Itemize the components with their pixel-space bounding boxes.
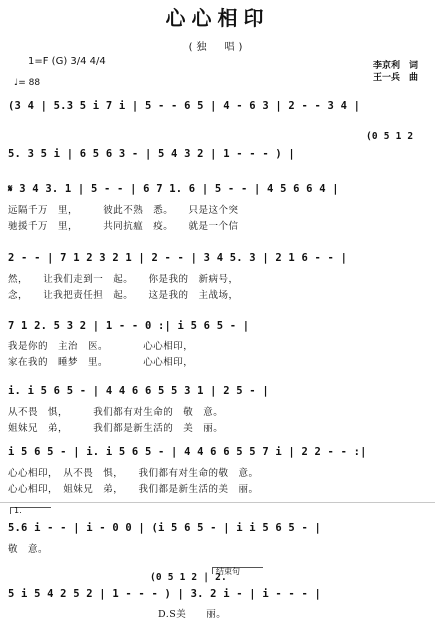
lyric-line: 驰援千万 里， 共同抗瘟 疫。 就是一个信 [8,221,239,232]
lyric-line: 我是你的 主治 医。 心心相印， [8,341,194,352]
lyric-line: 心心相印， 从不畏 惧， 我们都有对生命的敬 意。 [8,468,259,479]
lyric-line: 敬 意。 [8,544,49,555]
first-ending-label: 1. [14,506,22,515]
notation-row: (0 5 1 2 [366,131,414,142]
lyric-line: 远隔千万 里， 彼此不熟 悉。 只是这个突 [8,205,239,216]
lyric-line: 姐妹兄 弟， 我们都是新生活的 美 丽。 [8,423,224,434]
section-divider [0,502,435,503]
song-title: 心心相印 [165,6,270,30]
lyric-line: D.S美 丽。 [8,609,227,620]
lyric-line: 然， 让我们走到一 起。 你是我的 新病号， [8,274,239,285]
notation-row: i 5 6 5 - | i. i 5 6 5 - | 4 4 6 6 5 5 7 i | 2 2 - - :| [8,446,367,458]
lyricist-credit: 李京利 词 [373,61,419,71]
lyric-line: 念， 让我把责任担 起。 这是我的 主战场， [8,290,239,301]
lyric-line: 家在我的 睡梦 里。 心心相印， [8,357,194,368]
notation-row: 2 - - | 7 1 2 3 2 1 | 2 - - | 3 4 5. 3 | 2 1 6 - - | [8,252,348,264]
lyric-line: 心心相印， 姐妹兄 弟， 我们都是新生活的美 丽。 [8,484,259,495]
notation-row: 5. 3 5 i | 6 5 6 3 - | 5 4 3 2 | 1 - - - ) | [8,148,295,160]
key-signature: 1=F (G) 3/4 4/4 [28,56,106,67]
notation-row: (3 4 | 5.3 5 i 7 i | 5 - - 6 5 | 4 - 6 3 | 2 - - 3 4 | [8,100,361,112]
notation-row: 5 i 5 4 2 5 2 | 1 - - - ) | 3. 2 i - | i - - - | [8,588,322,600]
lyric-line: 从不畏 惧， 我们都有对生命的 敬 意。 [8,407,224,418]
notation-row: i. i 5 6 5 - | 4 4 6 6 5 5 3 1 | 2 5 - | [8,385,269,397]
ending-label: 结束句 [216,567,240,576]
performance-type: (独 唱) [188,42,247,53]
tempo-marking: ♩= 88 [14,78,41,88]
notation-row: 7 1 2. 5 3 2 | 1 - - 0 :| i 5 6 5 - | [8,320,250,332]
notation-row: (0 5 1 2 | 2. [150,572,227,583]
notation-row: 5.6 i - - | i - 0 0 | (i 5 6 5 - | i i 5 6 5 - | [8,522,322,534]
notation-row: 𝄋 3 4 3. 1 | 5 - - | 6 7 1. 6 | 5 - - | 4 5 6 6 4 | [8,183,339,195]
composer-credit: 王一兵 曲 [373,73,419,83]
